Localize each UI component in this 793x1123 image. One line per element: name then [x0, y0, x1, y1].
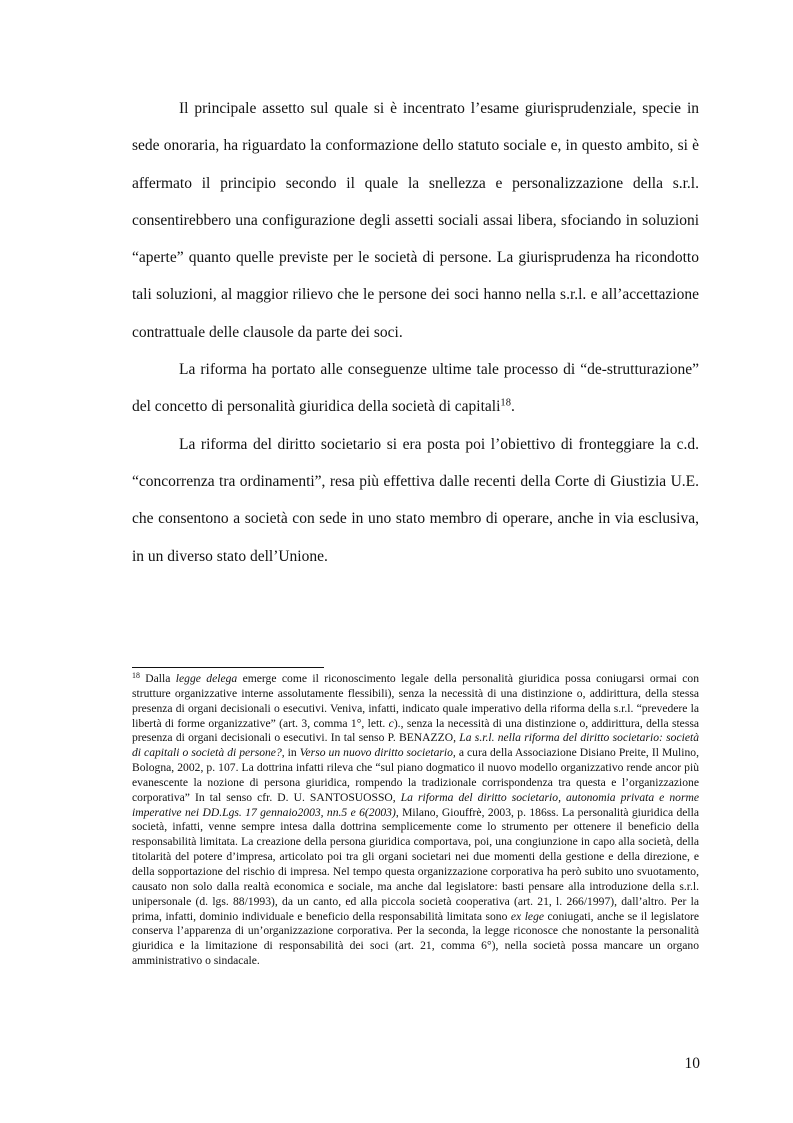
footnote-segment: a cura della Associazione Disiano Preite, Il Mulino, Bologna, 2002, p. 107. La dottrina infatti rileva che “sul piano dogmatico il nuovo modello organizzativo rende ancor più evanescente la nozione di persona giuridica, rompendo la tradizionale corrispondenza tra questa e l’organizzazione corporativa” In tal senso cfr. D. U. SANTOSUOSSO,	[132, 746, 699, 804]
paragraph-2-text: La riforma ha portato alle conseguenze ultime tale processo di “de-strutturazione” del concetto di personalità giuridica della società di capitali	[132, 361, 699, 416]
paragraph-3	[132, 426, 699, 575]
footnote-segment: coniugati, anche se il legislatore conserva l’apparenza di un’organizzazione corporativa. Per la seconda, la legge riconosce che nonostante la personalità giuridica e la limitazione di responsabilità dei soci (art. 21, comma 6°), nella società possa mancare un organo amministrativo o sindacale.	[132, 909, 700, 968]
footnote-italic-segment: legge delega	[175, 672, 238, 685]
footnote-18	[132, 672, 699, 969]
footnote-segment: )., senza la necessità di una distinzione o, addirittura, della stessa presenza di organi decisionali o esecutivi. In tal senso P. BENAZZO,	[132, 716, 699, 745]
footnote-segment: in	[284, 746, 300, 760]
footnote-number: 18	[132, 671, 140, 681]
paragraph-2	[132, 351, 699, 426]
footnote-italic-segment: Verso un nuovo diritto societario,	[299, 746, 456, 760]
footnote-italic-segment: c	[388, 716, 394, 730]
footnote-text	[132, 672, 699, 969]
body-text	[132, 90, 699, 575]
footnote-segment: Dalla	[139, 672, 176, 685]
footnote-separator	[132, 667, 324, 668]
footnote-segment: , Milano, Giouffrè, 2003, p. 186ss. La personalità giuridica della società, infatti, venne sempre intesa dalla dottrina semplicemente come lo strumento per ottenere il beneficio della responsabilità limitata. La creazione della persona giuridica comportava, poi, una congiunzione in capo alla società, della titolarità del potere d’impresa, articolato poi tra gli organi societari nei due momenti della gestione e della direzione, e della sopportazione del rischio di impresa. Nel tempo questa organizzazione corporativa ha però subito uno svuotamento, causato non solo dalla realtà economica e sociale, ma anche dal legislatore: basti pensare alla introduzione della s.r.l. unipersonale (d. lgs. 88/1993), da un canto, ed alla piccola società cooperativa (art. 21, l. 266/1997), dall’altro. Per la prima, infatti, dominio individuale e beneficio della responsabilità limitata sono	[132, 805, 699, 923]
page-number: 10	[684, 1055, 700, 1072]
paragraph-1-text: Il principale assetto sul quale si è incentrato l’esame giurisprudenziale, specie in sede onoraria, ha riguardato la conformazione dello statuto sociale e, in questo ambito, si è affermato il principio secondo il quale la snellezza e personalizzazione della s.r.l. consentirebbero una configurazione degli assetti sociali assai libera, sfociando in soluzioni “aperte” quanto quelle previste per le società di persone. La giurisprudenza ha ricondotto tali soluzioni, al maggior rilievo che le persone dei soci hanno nella s.r.l. e all’accettazione contrattuale delle clausole da parte dei soci.	[132, 100, 699, 341]
footnote-italic-segment: La riforma del diritto societario, autonomia privata e norme imperative nei DD.Lgs. 17 gennaio2003, nn.5 e 6(2003)	[132, 790, 699, 819]
footnote-italic-segment: La s.r.l. nella riforma del diritto societario: società di capitali o società di persone?,	[132, 731, 699, 760]
footnote-reference[interactable]: 18	[500, 398, 511, 410]
footnote-italic-segment: ex lege	[510, 909, 545, 923]
paragraph-1	[132, 90, 699, 351]
paragraph-3-text: La riforma del diritto societario si era posta poi l’obiettivo di fronteggiare la c.d. “concorrenza tra ordinamenti”, resa più effettiva dalle recenti della Corte di Giustizia U.E. che consentono a società con sede in uno stato membro di operare, anche in via esclusiva, in un diverso stato dell’Unione.	[132, 435, 699, 565]
paragraph-2-end: .	[510, 398, 515, 416]
footnote-segment: emerge come il riconoscimento legale della personalità giuridica possa coniugarsi ormai con strutture organizzative interne assolutamente flessibili), senza la necessità di una distinzione o, addirittura, della stessa presenza di organi decisionali o esecutivi. Veniva, infatti, indicato quale imperativo della riforma della s.r.l. “prevedere la libertà di forme organizzative” (art. 3, comma 1°, lett.	[132, 672, 700, 730]
